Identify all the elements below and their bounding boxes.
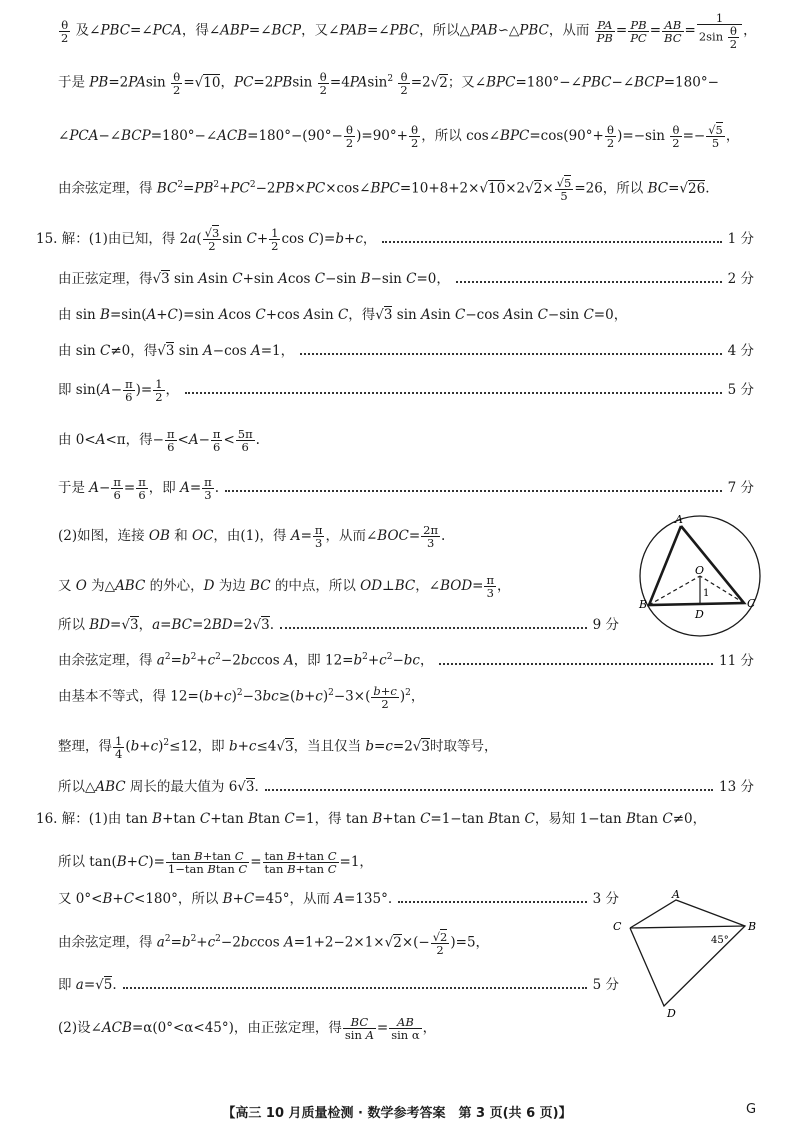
q15-line-1: 15. 解：(1)由已知，得 2a( $\frac{√3}{2}$ sin C+ $\frac{1}{2}$ cos C)=b+c， 1 分 <box>36 226 754 253</box>
q15-line-8: (2)如图，连接 OB 和 OC，由(1)，得 A= $\frac{\pi}{3}$ ，从而∠BOC= $\frac{2\pi}{3}$ . <box>58 523 446 550</box>
footer-title: 【高三 10 月质量检测 · 数学参考答案 第 3 页(共 6 页)】 <box>222 1106 572 1121</box>
fig2-label-C: C <box>613 920 622 933</box>
cont-line-4: 由余弦定理，得 $BC^2=PB^2+PC^2-2PB\times PC\times\cos\angle BPC=10+8+2\times√10\times 2√2\times$ $\frac{√5}{5}$ =26，所以 BC=√26. <box>58 175 710 203</box>
q15-line-2: 由正弦定理，得√3 sin Asin C+sin Acos C−sin B−sin C=0， 2 分 <box>58 271 754 287</box>
q15-line-11: 由余弦定理，得 $a^2=b^2+c^2-2bccos$ A，即 $12=b^2+c^2-bc$， 11 分 <box>58 652 754 669</box>
q15-line-14: 所以△ABC 周长的最大值为 6√3. 13 分 <box>58 779 754 795</box>
q16-line-2: 所以 tan(B+C)= $\frac{\text{tan B+tan C}}{\text{1−tan Btan C}}$ = $\frac{\text{tan B+tan C}}{\text{tan B+tan C}}$ =1， <box>58 849 373 876</box>
q15-line-5: 即 sin(A− $\frac{\pi}{6}$ )= $\frac{1}{2}$ ， 5 分 <box>58 377 754 404</box>
cont-line-1: $\frac{\theta}{2}$ 及∠PBC=∠PCA，得∠ABP=∠BCP，又∠PAB=∠PBC，所以△PAB∽△PBC，从而 $\frac{PA}{PB}$ = $\frac{PB}{PC}$ = $\frac{AB}{BC}$ = 1 2sin $\frac{\theta}{2}$ ， <box>61 11 757 51</box>
fig2-label-A: A <box>672 888 680 901</box>
q15-line-13: 整理，得 $\frac{1}{4}$ $(b+c)^2\le 12$，即 b+c≤4√3，当且仅当 b=c=2√3时取等号， <box>58 733 498 761</box>
fig1-label-A: A <box>675 513 683 526</box>
q16-line-1: 16. 解：(1)由 tan B+tan C+tan Btan C=1，得 tan B+tan C=1−tan Btan C，易知 1−tan Btan C≠0， <box>36 811 707 827</box>
q15-line-10: 所以 BD=√3，a=BC=2BD=2√3. 9 分 <box>58 617 619 633</box>
q15-line-9: 又 O 为△ABC 的外心，D 为边 BC 的中点，所以 OD⊥BC，∠BOD= $\frac{\pi}{3}$ ， <box>58 573 511 600</box>
cont-line-1-text: 及∠PBC=∠PCA，得∠ABP=∠BCP，又∠PAB=∠PBC，所以△PAB∽△PBC，从而 <box>75 22 590 39</box>
fig1-label-D: D <box>695 608 704 621</box>
q16-line-4: 由余弦定理，得 $a^2=b^2+c^2-2bccos$ A=1+2−2×1×√2×(− $\frac{√2}{2}$ )=5， <box>58 929 490 957</box>
fig2-label-D: D <box>667 1007 676 1018</box>
quadrilateral-figure <box>608 886 768 1018</box>
q15-line-4: 由 sin C≠0，得√3 sin A−cos A=1， 4 分 <box>58 343 754 359</box>
q15-line-3: 由 sin B=sin(A+C)=sin Acos C+cos Asin C，得√3 sin Asin C−cos Asin C−sin C=0， <box>58 307 628 323</box>
fig1-label-1: 1 <box>703 588 710 599</box>
theta-half: $\frac{\theta}{2}$ <box>61 17 69 45</box>
fig2-angle: 45° <box>711 935 729 946</box>
q16-line-5: 即 a=√5. 5 分 <box>58 977 619 993</box>
fig1-label-B: B <box>639 598 648 611</box>
q16-line-6: (2)设∠ACB=α(0°<α<45°)，由正弦定理，得 $\frac{BC}{\text{sin A}}$ = $\frac{AB}{\text{sin α}}$ ， <box>58 1015 437 1042</box>
fig2-label-B: B <box>748 920 757 933</box>
footer-version: G <box>746 1102 757 1117</box>
fig1-label-C: C <box>747 597 756 610</box>
fig1-label-O: O <box>695 564 705 577</box>
circumcircle-figure <box>636 512 766 640</box>
score-1: 1 分 <box>727 231 754 247</box>
q15-line-7: 于是 A− $\frac{\pi}{6}$ = $\frac{\pi}{6}$ ，即 A= $\frac{\pi}{3}$ . 7 分 <box>58 475 754 502</box>
q16-line-3: 又 0°<B+C<180°，所以 B+C=45°，从而 A=135°. 3 分 <box>58 891 619 907</box>
cont-line-3: ∠PCA−∠BCP=180°−∠ACB=180°−(90°− $\frac{\theta}{2}$ )=90°+ $\frac{\theta}{2}$ ，所以 cos∠BPC=cos(90°+ $\frac{\theta}{2}$ )=−sin $\frac{\theta}{2}$ =− $\frac{√5}{5}$ ， <box>58 123 740 150</box>
q15-line-6: 由 0<A<π，得− $\frac{\pi}{6}$ <A− $\frac{\pi}{6}$ < $\frac{5\pi}{6}$ . <box>58 427 260 454</box>
cont-line-2: 于是 PB=2PAsin $\frac{\theta}{2}$ =√10，PC=2PBsin $\frac{\theta}{2}$ =4PAsin$^2$ $\frac{\theta}{2}$ =2√2；又∠BPC=180°−∠PBC−∠BCP=180°− <box>58 69 719 97</box>
q15-line-12: 由基本不等式，得 $12=(b+c)^2-3bc\ge(b+c)^2-3\times$( $\frac{b+c}{2}$ )$^2$， <box>58 683 425 711</box>
